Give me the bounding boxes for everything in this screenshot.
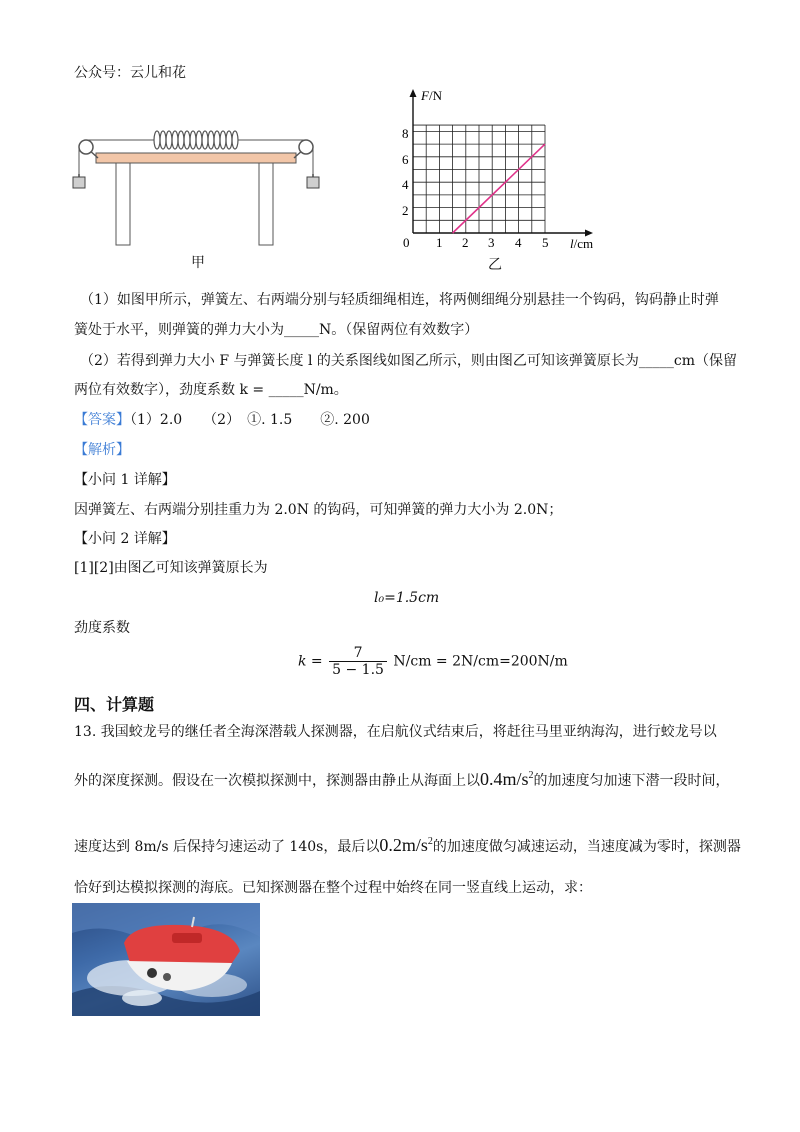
figure-b-caption: 乙: [488, 257, 502, 273]
x-axis-title: l/cm: [570, 236, 594, 251]
figure-a-caption: 甲: [191, 255, 205, 271]
figure-a-apparatus: [66, 122, 326, 252]
k-rhs: N/cm = 2N/cm=200N/m: [393, 653, 568, 670]
acc2-exponent: 2: [427, 836, 433, 847]
y-tick-label: 2: [402, 203, 409, 218]
y-tick-label: 4: [402, 177, 409, 192]
l0-formula: l₀=1.5cm: [374, 590, 440, 606]
section-title: 四、计算题: [74, 695, 155, 714]
acceleration-1: [480, 769, 534, 789]
submersible-image: [72, 903, 260, 1016]
pulley-left: [79, 140, 93, 154]
k-equation: [298, 645, 568, 678]
problem-13-line-1: 13. 我国蛟龙号的继任者全海深潜载人探测器，在启航仪式结束后，将赶往马里亚纳海沟，进行蛟龙号以: [74, 724, 717, 740]
data-line: [453, 144, 545, 233]
x-tick-label: 2: [462, 235, 469, 250]
text-segment: 速度达到 8m/s 后保持匀速运动了 140s，最后以: [74, 839, 380, 855]
k-denominator: 5 − 1.5: [332, 662, 384, 678]
answer-label: 【答案】: [74, 412, 130, 428]
table-leg-right: [259, 163, 273, 245]
x-tick-label: 1: [436, 235, 443, 250]
figure-b-graph: [395, 88, 605, 253]
analysis-label: 【解析】: [74, 442, 130, 458]
problem-13-line-2: [74, 766, 730, 791]
problem-13-line-4: 恰好到达模拟探测的海底。已知探测器在整个过程中始终在同一竖直线上运动，求：: [74, 880, 592, 896]
text-segment: 外的深度探测。假设在一次模拟探测中，探测器由静止从海面上以: [74, 773, 480, 789]
acceleration-2: [379, 835, 433, 855]
y-tick-label: 6: [402, 152, 409, 167]
text-segment: 的加速度做匀减速运动，当速度减为零时，探测器: [432, 839, 741, 855]
acc2-value: 0.2m/s: [379, 835, 428, 855]
text-segment: 的加速度匀加速下潜一段时间，: [533, 773, 730, 789]
graph-grid: [413, 125, 545, 233]
k-intro: 劲度系数: [74, 620, 130, 636]
question-2-line-1: （2）若得到弹力大小 F 与弹簧长度 l 的关系图线如图乙所示，则由图乙可知该弹簧原长为_____cm（保留: [80, 353, 738, 369]
question-1-line-2: 簧处于水平，则弹簧的弹力大小为_____N。（保留两位有效数字）: [74, 322, 479, 338]
problem-13-line-3: [74, 832, 741, 857]
account-header: 公众号：云儿和花: [74, 65, 186, 81]
acc1-value: 0.4m/s: [480, 769, 529, 789]
x-tick-label: 3: [488, 235, 495, 250]
y-axis-arrow: [410, 89, 417, 97]
sub2-text: [1][2]由图乙可知该弹簧原长为: [74, 560, 268, 576]
spring: [154, 131, 238, 149]
x-tick-label: 4: [515, 235, 522, 250]
submersible-photo: [72, 903, 260, 1016]
sub1-text: 因弹簧左、右两端分别挂重力为 2.0N 的钩码，可知弹簧的弹力大小为 2.0N；: [74, 502, 563, 518]
k-lhs: k =: [298, 653, 323, 670]
answer-row: [74, 410, 370, 430]
sub1-title: 【小问 1 详解】: [74, 472, 176, 488]
weight-right: [307, 177, 319, 188]
question-1-line-1: （1）如图甲所示，弹簧左、右两端分别与轻质细绳相连，将两侧细绳分别悬挂一个钩码，钩码静止时弹: [80, 292, 719, 308]
origin-label: 0: [403, 235, 410, 250]
y-tick-label: 8: [402, 126, 409, 141]
table-leg-left: [116, 163, 130, 245]
y-axis-title: F/N: [421, 88, 442, 103]
acc1-exponent: 2: [528, 770, 534, 781]
weight-left: [73, 177, 85, 188]
k-numerator: 7: [329, 645, 387, 662]
x-tick-label: 5: [542, 235, 549, 250]
sub2-title: 【小问 2 详解】: [74, 531, 176, 547]
question-2-line-2: 两位有效数字），劲度系数 k = _____N/m。: [74, 382, 348, 398]
k-fraction: [329, 645, 387, 678]
pulley-right: [299, 140, 313, 154]
answer-text: （1）2.0 （2） ①. 1.5 ②. 200: [130, 412, 370, 428]
table-top: [96, 153, 296, 163]
